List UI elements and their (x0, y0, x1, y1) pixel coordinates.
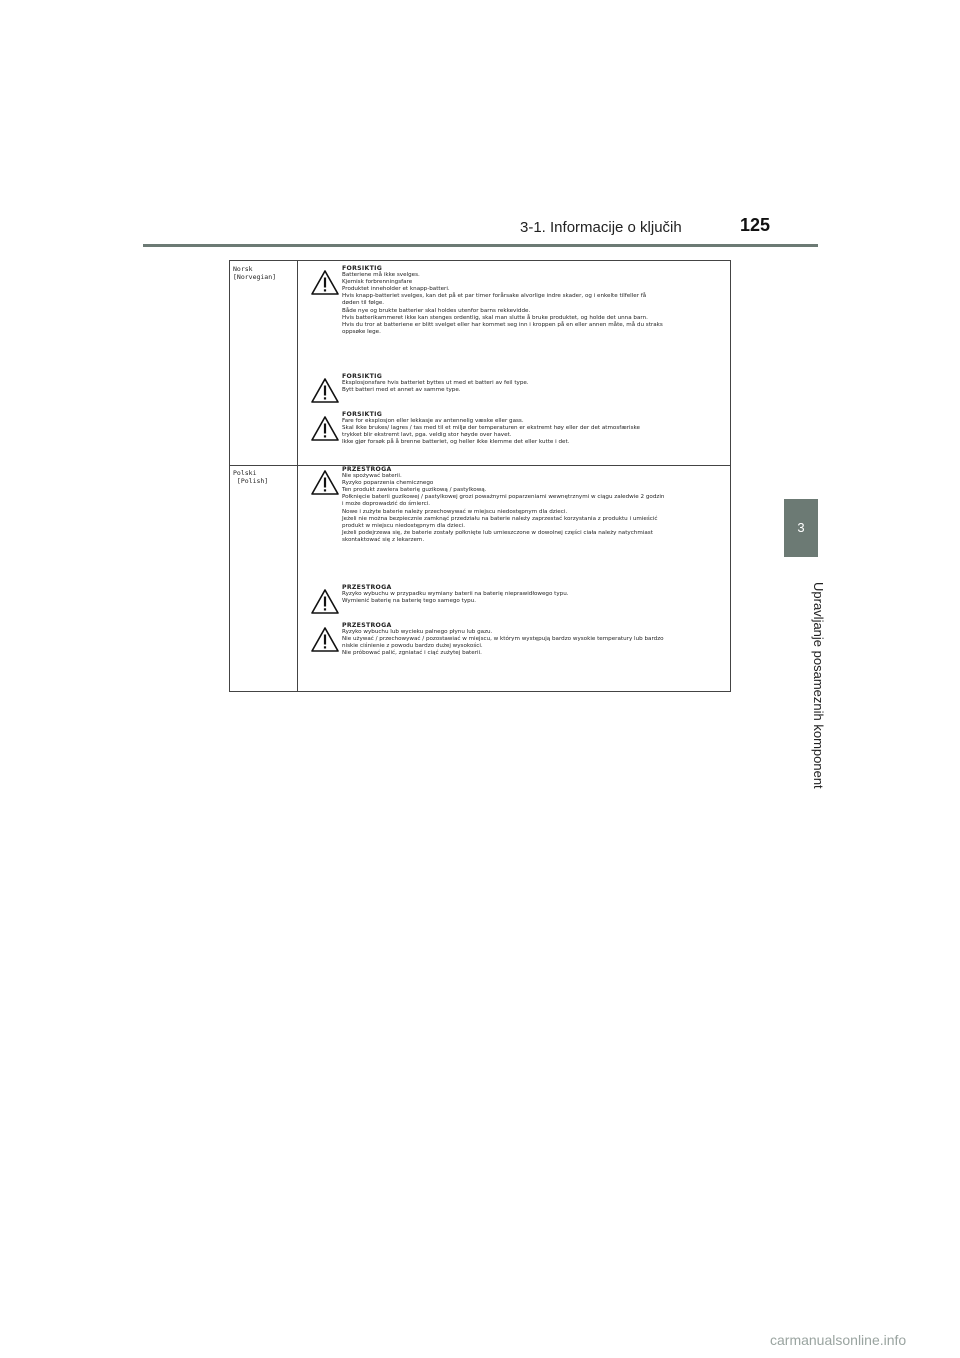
warning-line: Bytt batteri med et annet av samme type. (342, 387, 461, 394)
warning-line: produkt w miejscu niedostępnym dla dzieci. (342, 522, 466, 529)
header-rule (143, 244, 818, 247)
warning-line: Wymienić baterię na baterię tego samego typu. (342, 598, 477, 605)
language-name: Norsk (233, 265, 253, 273)
warning-text (342, 466, 730, 544)
warning-text (342, 622, 730, 657)
chapter-tab: 3 (784, 499, 818, 557)
language-name-en: [Norvegian] (233, 273, 277, 281)
warning-heading: FORSIKTIG (342, 373, 383, 380)
warning-line: Hvis knapp-batteriet svelges, kan det på et par timer forårsake alvorlige indre skader, og i enkelte tilfeller få (342, 293, 647, 300)
warning-line: Batteriene må ikke svelges. (342, 272, 420, 279)
warning-line: Ryzyko wybuchu w przypadku wymiany baterii na baterię nieprawidłowego typu. (342, 591, 569, 598)
warning-heading: FORSIKTIG (342, 265, 383, 272)
warning-heading: FORSIKTIG (342, 411, 383, 418)
language-cell (233, 469, 268, 485)
warning-line: Hvis du tror at batteriene er blitt svelget eller har kommet seg inn i kroppen på en eller annen måte, må du straks (342, 321, 663, 328)
warning-heading: PRZESTROGA (342, 466, 392, 473)
warning-heading: PRZESTROGA (342, 584, 392, 591)
warning-line: Nie próbować palić, zgniatać i ciąć zużytej baterii. (342, 650, 482, 657)
language-name: Polski (233, 469, 257, 477)
page-number: 125 (740, 215, 771, 235)
warning-line: Jeżeli podejrzewa się, że baterie zostały połknięte lub umieszczone w dowolnej części ciała należy natychmiast (342, 529, 653, 536)
language-name-en: [Polish] (233, 477, 269, 485)
warning-line: Ryzyko wybuchu lub wycieku palnego płynu lub gazu. (342, 629, 493, 636)
warning-line: Hvis batterikammeret ikke kan stenges ordentlig, skal man slutte å bruke produktet, og holde det unna barn. (342, 314, 648, 321)
warning-line: døden til følge. (342, 300, 385, 307)
warning-line: Nie używać / przechowywać / pozostawiać w miejscu, w którym występują bardzo wysokie temperatury lub bardzo (342, 636, 664, 643)
warning-triangle-icon (310, 469, 340, 496)
warning-line: niskie ciśnienie z powodu bardzo dużej wysokości. (342, 643, 483, 650)
section-title: 3-1. Informacije o ključih (520, 219, 682, 236)
warning-line: Ryzyko poparzenia chemicznego (342, 480, 434, 487)
table-row (230, 261, 730, 466)
table-row (230, 466, 730, 692)
table-bottom-border (229, 691, 731, 692)
warning-line: Eksplosjonsfare hvis batteriet byttes ut med et batteri av feil type. (342, 380, 529, 387)
warning-text (342, 411, 730, 446)
warning-triangle-icon (310, 415, 340, 442)
warning-triangle-icon (310, 626, 340, 653)
warning-line: Ten produkt zawiera baterię guzikową / pastylkową. (342, 487, 487, 494)
language-cell (233, 265, 276, 281)
warning-heading: PRZESTROGA (342, 622, 392, 629)
warning-triangle-icon (310, 588, 340, 615)
warning-line: i może doprowadzić do śmierci. (342, 501, 431, 508)
warning-line: Fare for eksplosjon eller lekkasje av antennelig væske eller gass. (342, 418, 524, 425)
warning-text (342, 584, 730, 605)
warning-text (342, 265, 730, 336)
warning-line: Skal ikke brukes/ lagres / tas med til et miljø der temperaturen er ekstremt høy eller der det atmosfæriske (342, 425, 640, 432)
warning-line: Ikke gjør forsøk på å brenne batteriet, og heller ikke klemme det eller kutte i det. (342, 439, 570, 446)
warning-text (342, 373, 730, 394)
footer-watermark[interactable]: carmanualsonline.info (770, 1332, 907, 1348)
warning-line: skontaktować się z lekarzem. (342, 536, 425, 543)
warning-line: trykket blir ekstremt lavt, pga. veldig stor høyde over havet. (342, 432, 512, 439)
warning-line: Produktet inneholder et knapp-batteri. (342, 286, 450, 293)
warning-line: Nie spożywać baterii. (342, 473, 402, 480)
warning-line: Nowe i zużyte baterie należy przechowywać w miejscu niedostępnym dla dzieci. (342, 508, 568, 515)
warning-line: Jeżeli nie można bezpiecznie zamknąć przedziału na baterie należy zaprzestać korzystania z produktu i umieścić (342, 515, 658, 522)
warning-triangle-icon (310, 377, 340, 404)
warning-line: oppsøke lege. (342, 328, 381, 335)
warning-table (229, 260, 731, 692)
warning-line: Kjemisk forbrenningsfare (342, 279, 413, 286)
chapter-title: Upravljanje posameznih komponent (811, 581, 826, 789)
warning-triangle-icon (310, 269, 340, 296)
warning-line: Både nye og brukte batterier skal holdes utenfor barns rekkevidde. (342, 307, 531, 314)
warning-line: Połknięcie baterii guzikowej / pastylkowej grozi poważnymi poparzeniami wewnętrznymi w ciągu zaledwie 2 godzin (342, 494, 665, 501)
